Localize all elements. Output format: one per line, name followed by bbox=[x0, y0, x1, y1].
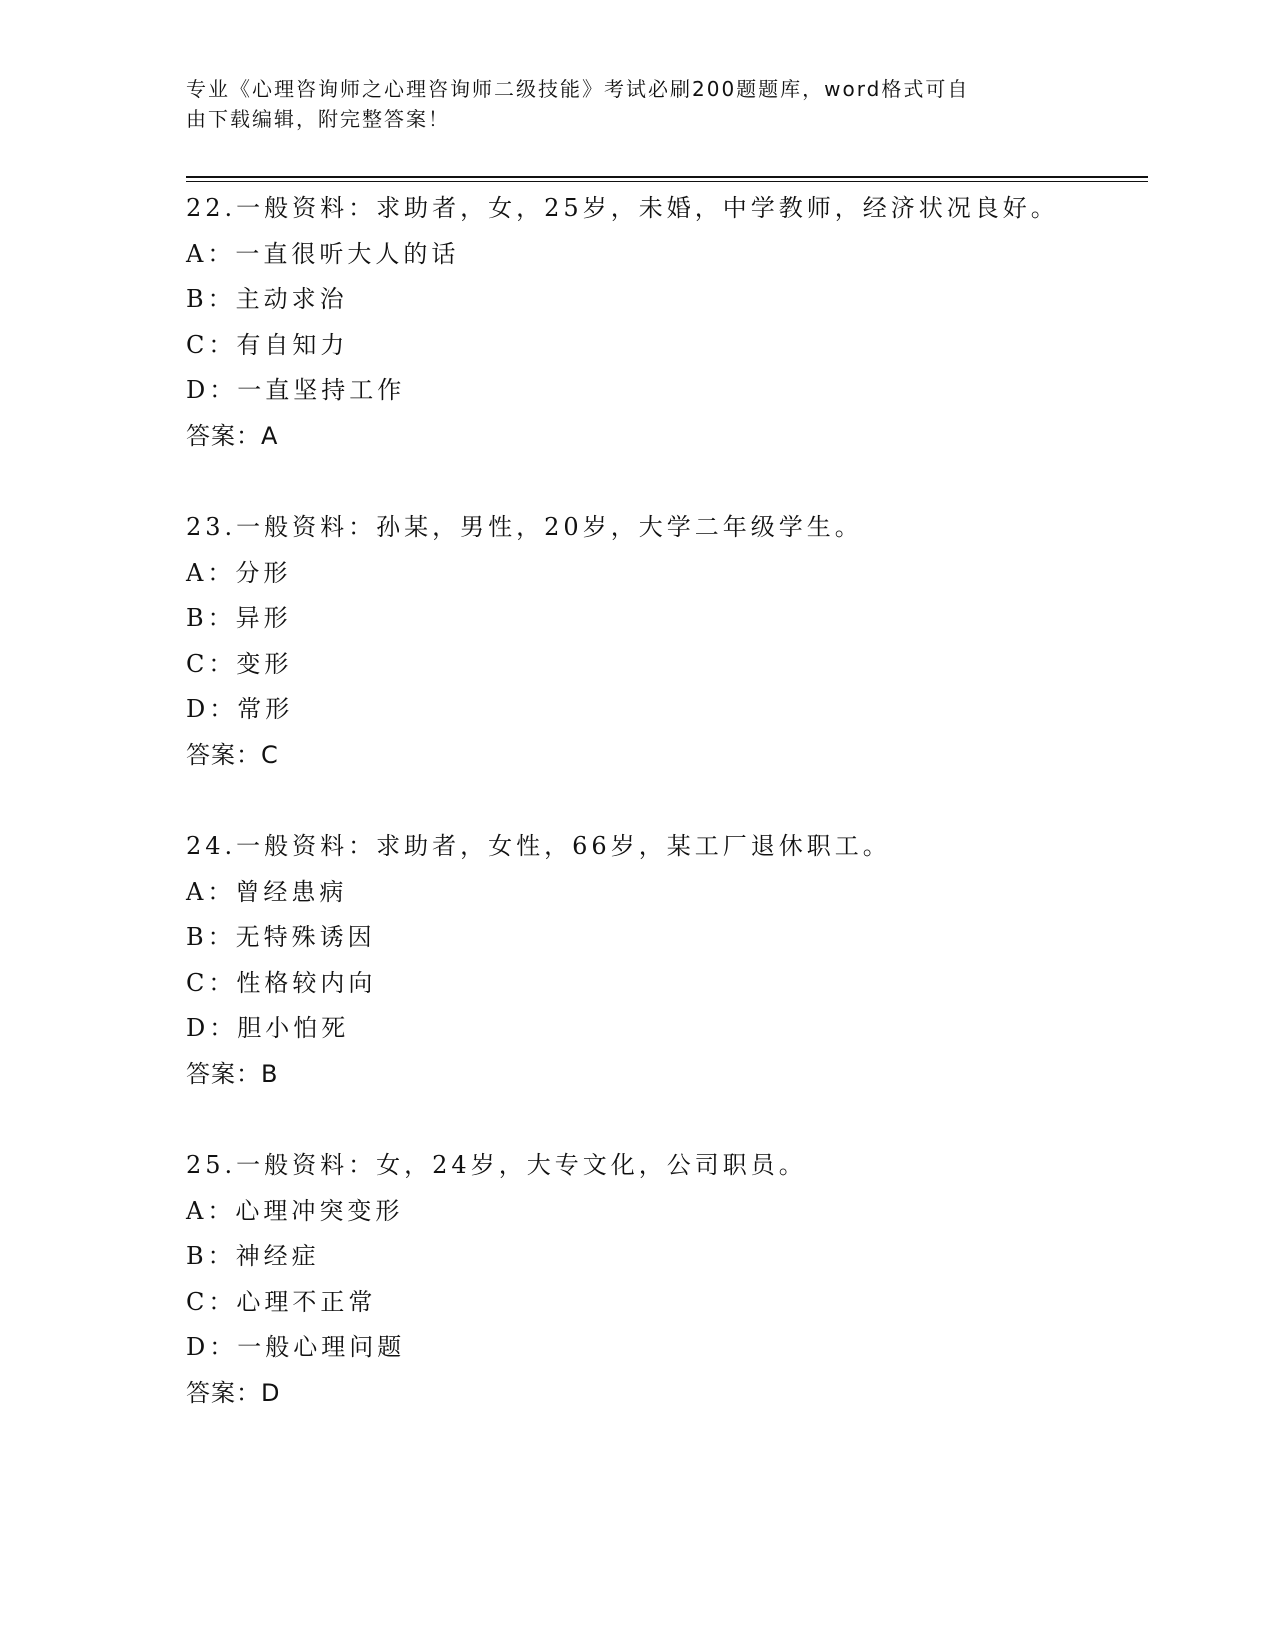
option-b: B：神经症 bbox=[186, 1242, 320, 1270]
question-stem: 25.一般资料：女，24岁，大专文化，公司职员。 bbox=[186, 1151, 807, 1179]
answer-label: 答案：C bbox=[186, 740, 279, 769]
option-d: D：一直坚持工作 bbox=[186, 376, 406, 404]
answer-label: 答案：D bbox=[186, 1378, 281, 1407]
option-c: C：性格较内向 bbox=[186, 968, 377, 997]
option-b: B：异形 bbox=[186, 604, 292, 632]
option-a: A：曾经患病 bbox=[186, 877, 348, 906]
question-stem: 24.一般资料：求助者，女性，66岁，某工厂退休职工。 bbox=[186, 832, 891, 860]
option-d: D：常形 bbox=[186, 695, 294, 723]
question-stem: 22.一般资料：求助者，女，25岁，未婚，中学教师，经济状况良好。 bbox=[186, 194, 1059, 222]
question-25 bbox=[186, 1143, 1146, 1416]
answer-label: 答案：B bbox=[186, 1059, 279, 1088]
option-c: C：变形 bbox=[186, 649, 293, 678]
question-22 bbox=[186, 186, 1146, 459]
question-23 bbox=[186, 505, 1146, 778]
document-header bbox=[186, 74, 1066, 134]
option-c: C：有自知力 bbox=[186, 330, 349, 359]
option-d: D：一般心理问题 bbox=[186, 1333, 406, 1361]
option-d: D：胆小怕死 bbox=[186, 1014, 350, 1042]
answer-label: 答案：A bbox=[186, 421, 279, 450]
question-stem: 23.一般资料：孙某，男性，20岁，大学二年级学生。 bbox=[186, 513, 863, 541]
option-c: C：心理不正常 bbox=[186, 1287, 377, 1316]
option-a: A：一直很听大人的话 bbox=[186, 239, 460, 268]
option-a: A：分形 bbox=[186, 558, 292, 587]
header-line-1: 专业《心理咨询师之心理咨询师二级技能》考试必刷200题题库，word格式可自 bbox=[186, 77, 970, 101]
option-b: B：无特殊诱因 bbox=[186, 923, 376, 951]
header-line-2: 由下载编辑，附完整答案！ bbox=[186, 107, 450, 131]
header-divider-thin bbox=[186, 181, 1148, 182]
question-24 bbox=[186, 824, 1146, 1097]
option-b: B：主动求治 bbox=[186, 285, 348, 313]
option-a: A：心理冲突变形 bbox=[186, 1196, 404, 1225]
header-divider-thick bbox=[186, 176, 1148, 178]
